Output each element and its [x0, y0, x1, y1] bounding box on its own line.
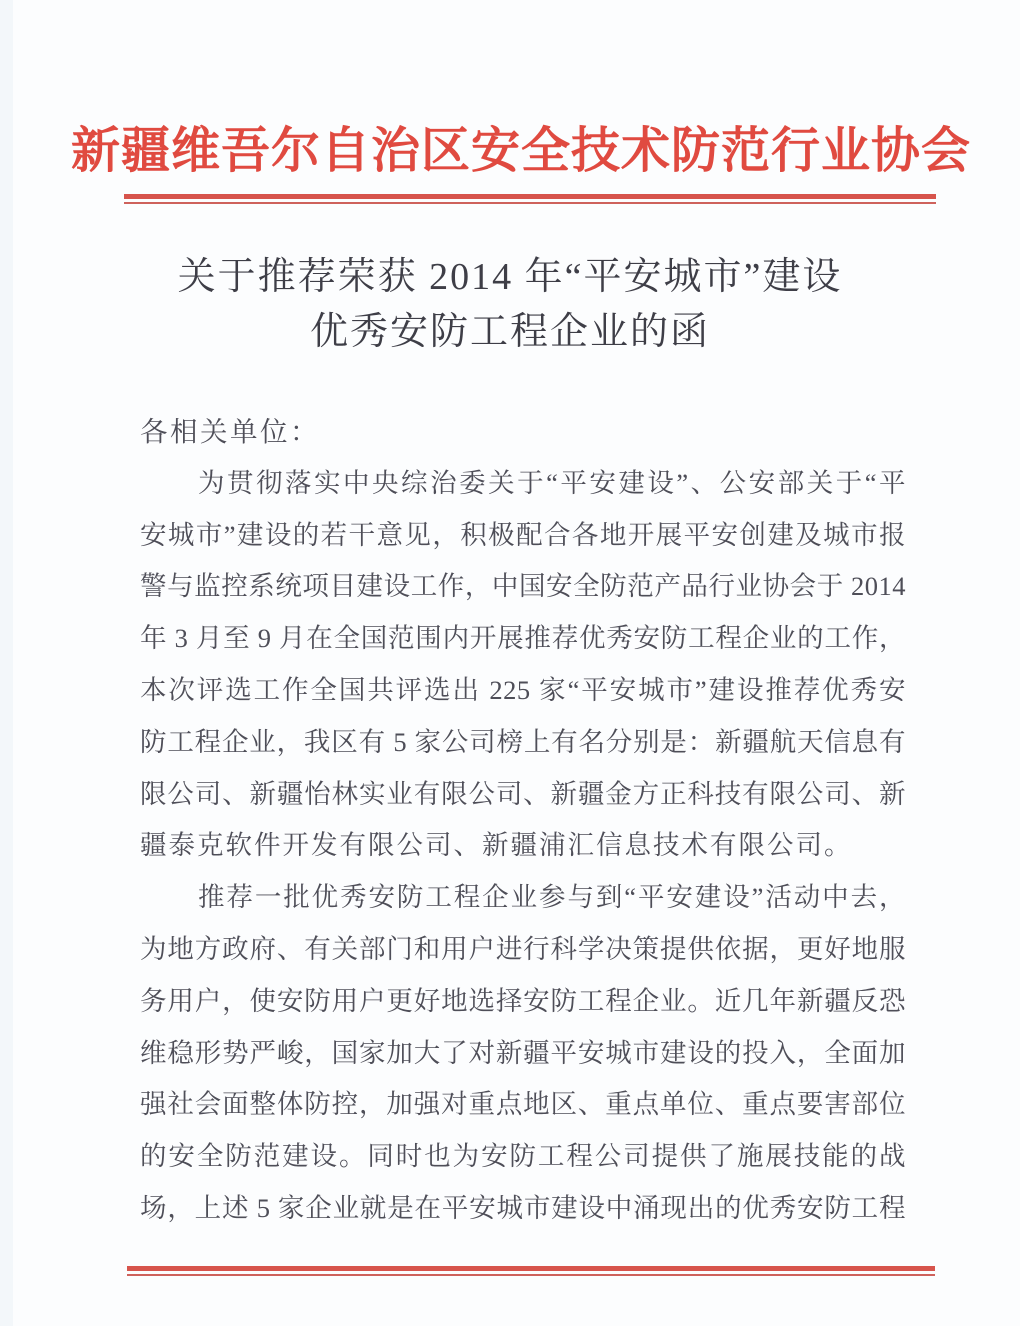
- paragraph2-line: 推荐一批优秀安防工程企业参与到“平安建设”活动中去，: [198, 882, 906, 913]
- letterhead-double-rule: [124, 194, 936, 204]
- paragraph1-line: 防工程企业，我区有 5 家公司榜上有名分别是：新疆航天信息有: [140, 726, 906, 757]
- paragraph1-line: 警与监控系统项目建设工作，中国安全防范产品行业协会于 2014: [140, 571, 906, 602]
- paragraph1-line: 本次评选工作全国共评选出 225 家“平安城市”建设推荐优秀安: [140, 674, 906, 705]
- rule-thick: [127, 1266, 935, 1271]
- paragraph2-line: 务用户，使安防用户更好地选择安防工程企业。近几年新疆反恐: [140, 985, 906, 1016]
- letter-body: [140, 406, 906, 1235]
- document-title-line2: 优秀安防工程企业的函: [309, 311, 710, 353]
- paragraph2-line: 场，上述 5 家企业就是在平安城市建设中涌现出的优秀安防工程: [140, 1192, 906, 1223]
- rule-thick: [124, 194, 936, 199]
- document-title-line1: 关于推荐荣获 2014 年“平安城市”建设: [177, 256, 843, 298]
- rule-thin: [124, 202, 936, 204]
- paragraph2-line: 维稳形势严峻，国家加大了对新疆平安城市建设的投入，全面加: [140, 1037, 906, 1068]
- paragraph2-line: 为地方政府、有关部门和用户进行科学决策提供依据，更好地服: [140, 933, 906, 964]
- paragraph1-line: 为贯彻落实中央综治委关于“平安建设”、公安部关于“平: [198, 467, 906, 498]
- paragraph2-line: 的安全防范建设。同时也为安防工程公司提供了施展技能的战: [140, 1141, 906, 1172]
- paragraph1-line: 疆泰克软件开发有限公司、新疆浦汇信息技术有限公司。: [140, 830, 853, 861]
- footer-double-rule: [127, 1266, 935, 1276]
- paragraph2-line: 强社会面整体防控，加强对重点地区、重点单位、重点要害部位: [140, 1089, 906, 1120]
- paragraph1-line: 安城市”建设的若干意见，积极配合各地开展平安创建及城市报: [140, 519, 906, 550]
- rule-thin: [127, 1274, 935, 1276]
- salutation: 各相关单位：: [140, 416, 320, 447]
- letterhead-org-name: 新疆维吾尔自治区安全技术防范行业协会: [70, 123, 971, 178]
- scan-edge-shadow: [0, 0, 13, 1326]
- paragraph1-line: 限公司、新疆怡林实业有限公司、新疆金方正科技有限公司、新: [140, 778, 906, 809]
- document-title: [0, 250, 1020, 360]
- paragraph1-line: 年 3 月至 9 月在全国范围内开展推荐优秀安防工程企业的工作，: [140, 623, 906, 654]
